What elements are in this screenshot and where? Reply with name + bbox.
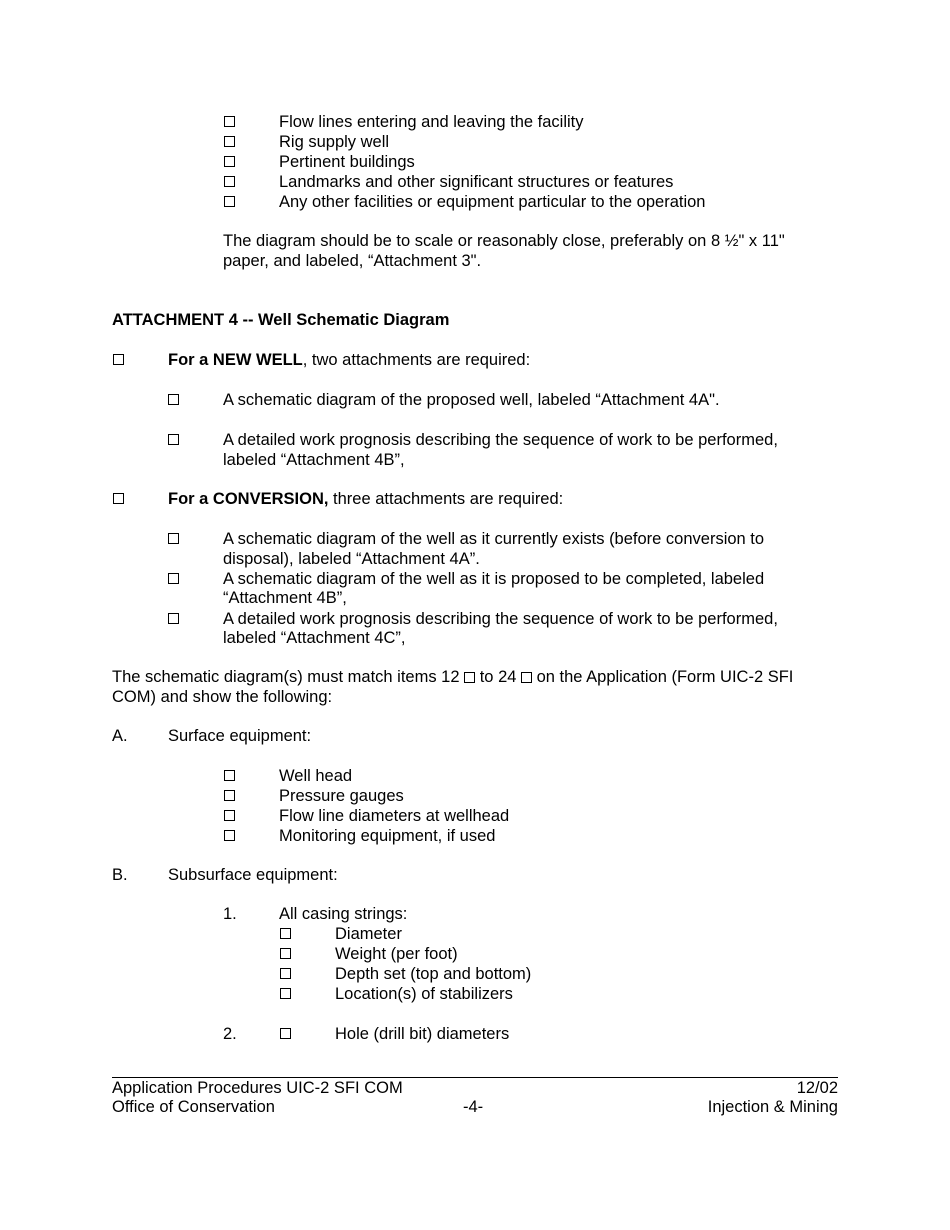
list-item: Diameter: [335, 925, 402, 943]
conversion-item-cont: labeled “Attachment 4C”,: [223, 629, 406, 647]
new-well-item-cont: labeled “Attachment 4B”,: [223, 451, 405, 469]
list-item: Flow line diameters at wellhead: [279, 807, 510, 825]
list-item: Hole (drill bit) diameters: [335, 1025, 510, 1043]
conversion-item: A schematic diagram of the well as it currently exists (before conversion to: [223, 530, 765, 548]
checkbox-icon[interactable]: [280, 968, 291, 979]
new-well-item: A detailed work prognosis describing the sequence of work to be performed,: [223, 431, 778, 449]
page-number: -4-: [463, 1098, 484, 1116]
footer-doc-title: Application Procedures UIC-2 SFI COM: [112, 1079, 403, 1097]
list-item: Flow lines entering and leaving the facility: [279, 113, 584, 131]
checkbox-icon[interactable]: [168, 394, 179, 405]
new-well-item: A schematic diagram of the proposed well, labeled “Attachment 4A".: [223, 391, 720, 409]
match-text-line2: COM) and show the following:: [112, 688, 333, 706]
casing-strings-title: All casing strings:: [279, 905, 408, 923]
list-item: Pressure gauges: [279, 787, 404, 805]
checkbox-icon[interactable]: [224, 116, 235, 127]
checkbox-icon[interactable]: [168, 573, 179, 584]
diagram-note-line2: paper, and labeled, “Attachment 3".: [223, 252, 482, 270]
new-well-line: [168, 350, 530, 370]
list-item: Pertinent buildings: [279, 153, 415, 171]
diagram-note-line1: The diagram should be to scale or reasonably close, preferably on 8 ½" x 11": [223, 232, 785, 250]
checkbox-icon[interactable]: [224, 156, 235, 167]
list-item: Depth set (top and bottom): [335, 965, 532, 983]
checkbox-icon[interactable]: [464, 672, 475, 683]
checkbox-icon[interactable]: [168, 613, 179, 624]
list-item: Location(s) of stabilizers: [335, 985, 513, 1003]
list-item: Well head: [279, 767, 353, 785]
checkbox-icon[interactable]: [224, 810, 235, 821]
checkbox-icon[interactable]: [521, 672, 532, 683]
conversion-item: A schematic diagram of the well as it is proposed to be completed, labeled: [223, 570, 765, 588]
footer-date: 12/02: [796, 1079, 838, 1097]
new-well-text: , two attachments are required:: [302, 351, 531, 369]
list-item: Monitoring equipment, if used: [279, 827, 496, 845]
checkbox-icon[interactable]: [280, 928, 291, 939]
conversion-item-cont: disposal), labeled “Attachment 4A”.: [223, 550, 480, 568]
checkbox-icon[interactable]: [280, 988, 291, 999]
match-text-part2: to 24: [479, 668, 517, 686]
checkbox-icon[interactable]: [224, 770, 235, 781]
checkbox-icon[interactable]: [280, 1028, 291, 1039]
section-b-title: Subsurface equipment:: [168, 866, 338, 884]
checkbox-icon[interactable]: [224, 196, 235, 207]
list-item: Any other facilities or equipment particular to the operation: [279, 193, 706, 211]
list-item: Weight (per foot): [335, 945, 458, 963]
new-well-label: For a NEW WELL: [168, 351, 303, 369]
checkbox-icon[interactable]: [224, 136, 235, 147]
checkbox-icon[interactable]: [224, 790, 235, 801]
checkbox-icon[interactable]: [113, 493, 124, 504]
footer-division: Injection & Mining: [707, 1098, 838, 1116]
section-b-letter: B.: [112, 866, 128, 884]
section-a-letter: A.: [112, 727, 128, 745]
item-number: 1.: [223, 905, 237, 923]
footer-office: Office of Conservation: [112, 1098, 275, 1116]
match-text-part1: The schematic diagram(s) must match items 12: [112, 668, 460, 686]
conversion-item-cont: “Attachment 4B”,: [223, 589, 347, 607]
item-number: 2.: [223, 1025, 237, 1043]
conversion-item: A detailed work prognosis describing the sequence of work to be performed,: [223, 610, 778, 628]
checkbox-icon[interactable]: [280, 948, 291, 959]
match-text-part3: on the Application (Form UIC-2 SFI: [536, 668, 794, 686]
list-item: Rig supply well: [279, 133, 390, 151]
list-item: Landmarks and other significant structures or features: [279, 173, 674, 191]
match-text-line1: [112, 667, 793, 687]
checkbox-icon[interactable]: [168, 533, 179, 544]
section-heading: ATTACHMENT 4 -- Well Schematic Diagram: [112, 311, 450, 329]
conversion-label: For a CONVERSION,: [168, 490, 329, 508]
checkbox-icon[interactable]: [113, 354, 124, 365]
conversion-line: [168, 489, 563, 509]
conversion-text: three attachments are required:: [328, 490, 564, 508]
checkbox-icon[interactable]: [224, 830, 235, 841]
checkbox-icon[interactable]: [224, 176, 235, 187]
section-a-title: Surface equipment:: [168, 727, 312, 745]
checkbox-icon[interactable]: [168, 434, 179, 445]
